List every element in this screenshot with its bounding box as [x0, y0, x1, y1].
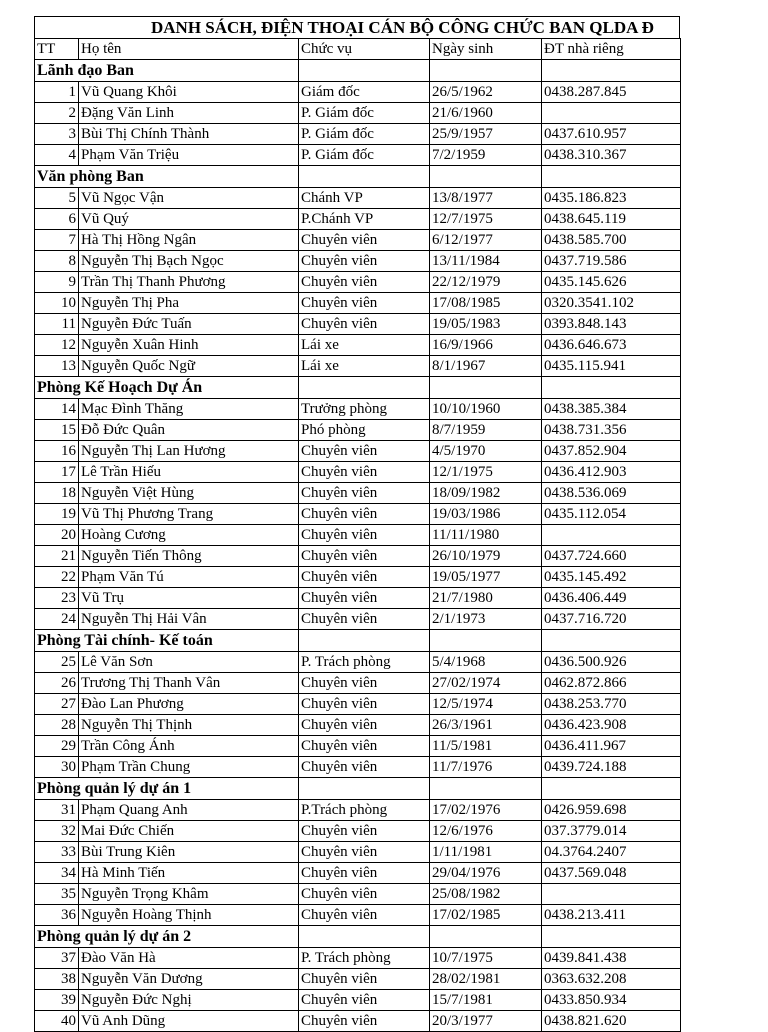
table-row: [35, 145, 681, 166]
row-position: Chuyên viên: [299, 736, 430, 757]
table-row: [35, 821, 681, 842]
row-home-phone: 0436.406.449: [542, 588, 681, 609]
row-birth-date: 17/02/1985: [430, 905, 542, 926]
row-home-phone: 0433.850.934: [542, 990, 681, 1011]
row-index: 26: [35, 673, 79, 694]
row-index: 8: [35, 251, 79, 272]
row-index: 18: [35, 483, 79, 504]
row-position: Phó phòng: [299, 420, 430, 441]
row-home-phone: 0437.724.660: [542, 546, 681, 567]
row-name: Phạm Văn Triệu: [79, 145, 299, 166]
row-position: P.Chánh VP: [299, 209, 430, 230]
group-header-row: [35, 778, 681, 800]
row-birth-date: 26/3/1961: [430, 715, 542, 736]
row-home-phone: 0363.632.208: [542, 969, 681, 990]
header-name: Họ tên: [79, 39, 299, 60]
row-home-phone: 0438.585.700: [542, 230, 681, 251]
table-row: [35, 251, 681, 272]
group-header-row: [35, 166, 681, 188]
row-birth-date: 21/7/1980: [430, 588, 542, 609]
row-home-phone: 0438.253.770: [542, 694, 681, 715]
row-birth-date: 18/09/1982: [430, 483, 542, 504]
row-birth-date: 25/08/1982: [430, 884, 542, 905]
row-index: 27: [35, 694, 79, 715]
row-index: 28: [35, 715, 79, 736]
row-name: Hà Minh Tiến: [79, 863, 299, 884]
table-row: [35, 272, 681, 293]
row-position: Chuyên viên: [299, 757, 430, 778]
row-index: 6: [35, 209, 79, 230]
row-index: 19: [35, 504, 79, 525]
row-birth-date: 26/10/1979: [430, 546, 542, 567]
row-name: Vũ Ngọc Vận: [79, 188, 299, 209]
group-empty-cell: [299, 778, 430, 800]
table-row: [35, 462, 681, 483]
group-empty-cell: [542, 778, 681, 800]
staff-table-body: [35, 39, 681, 1032]
header-home-phone: ĐT nhà riêng: [542, 39, 681, 60]
group-empty-cell: [430, 630, 542, 652]
group-header-row: [35, 630, 681, 652]
row-home-phone: 0439.841.438: [542, 948, 681, 969]
row-home-phone: 0436.423.908: [542, 715, 681, 736]
row-birth-date: 16/9/1966: [430, 335, 542, 356]
row-home-phone: 0438.287.845: [542, 82, 681, 103]
row-name: Hoàng Cương: [79, 525, 299, 546]
row-birth-date: 10/7/1975: [430, 948, 542, 969]
group-header-row: [35, 926, 681, 948]
row-home-phone: 0435.115.941: [542, 356, 681, 377]
row-name: Mạc Đình Thăng: [79, 399, 299, 420]
row-birth-date: 12/5/1974: [430, 694, 542, 715]
row-index: 14: [35, 399, 79, 420]
header-position: Chức vụ: [299, 39, 430, 60]
row-home-phone: 0437.716.720: [542, 609, 681, 630]
row-name: Nguyễn Thị Pha: [79, 293, 299, 314]
row-home-phone: 037.3779.014: [542, 821, 681, 842]
row-position: P. Trách phòng: [299, 652, 430, 673]
row-birth-date: 13/11/1984: [430, 251, 542, 272]
row-index: 32: [35, 821, 79, 842]
row-home-phone: 0437.610.957: [542, 124, 681, 145]
group-name: Văn phòng Ban: [35, 166, 299, 188]
row-position: Chuyên viên: [299, 969, 430, 990]
row-index: 22: [35, 567, 79, 588]
row-name: Nguyễn Việt Hùng: [79, 483, 299, 504]
header-birth-date: Ngày sinh: [430, 39, 542, 60]
row-name: Đặng Văn Linh: [79, 103, 299, 124]
row-home-phone: 0320.3541.102: [542, 293, 681, 314]
table-row: [35, 673, 681, 694]
row-birth-date: 21/6/1960: [430, 103, 542, 124]
row-index: 34: [35, 863, 79, 884]
row-index: 30: [35, 757, 79, 778]
table-row: [35, 504, 681, 525]
group-empty-cell: [299, 166, 430, 188]
row-name: Đào Lan Phương: [79, 694, 299, 715]
table-row: [35, 546, 681, 567]
row-name: Phạm Quang Anh: [79, 800, 299, 821]
row-name: Bùi Trung Kiên: [79, 842, 299, 863]
row-home-phone: 0436.500.926: [542, 652, 681, 673]
table-row: [35, 441, 681, 462]
row-name: Vũ Thị Phương Trang: [79, 504, 299, 525]
row-position: Chánh VP: [299, 188, 430, 209]
row-name: Phạm Trần Chung: [79, 757, 299, 778]
row-home-phone: 0439.724.188: [542, 757, 681, 778]
table-row: [35, 293, 681, 314]
table-row: [35, 694, 681, 715]
row-position: Chuyên viên: [299, 990, 430, 1011]
row-position: P. Giám đốc: [299, 103, 430, 124]
row-home-phone: 0426.959.698: [542, 800, 681, 821]
row-home-phone: 04.3764.2407: [542, 842, 681, 863]
row-position: Chuyên viên: [299, 609, 430, 630]
group-empty-cell: [299, 926, 430, 948]
group-header-row: [35, 377, 681, 399]
group-empty-cell: [430, 166, 542, 188]
row-home-phone: 0438.645.119: [542, 209, 681, 230]
row-position: Chuyên viên: [299, 272, 430, 293]
row-home-phone: 0436.411.967: [542, 736, 681, 757]
table-row: [35, 609, 681, 630]
table-row: [35, 736, 681, 757]
group-header-row: [35, 60, 681, 82]
group-name: Phòng Kế Hoạch Dự Án: [35, 377, 299, 399]
table-row: [35, 82, 681, 103]
row-home-phone: [542, 884, 681, 905]
row-home-phone: 0437.569.048: [542, 863, 681, 884]
row-name: Lê Văn Sơn: [79, 652, 299, 673]
row-index: 40: [35, 1011, 79, 1032]
row-home-phone: 0462.872.866: [542, 673, 681, 694]
row-birth-date: 12/7/1975: [430, 209, 542, 230]
row-home-phone: 0437.852.904: [542, 441, 681, 462]
table-row: [35, 525, 681, 546]
row-birth-date: 11/5/1981: [430, 736, 542, 757]
row-home-phone: 0438.536.069: [542, 483, 681, 504]
table-row: [35, 230, 681, 251]
row-birth-date: 29/04/1976: [430, 863, 542, 884]
row-name: Nguyễn Quốc Ngữ: [79, 356, 299, 377]
row-birth-date: 28/02/1981: [430, 969, 542, 990]
row-birth-date: 11/11/1980: [430, 525, 542, 546]
row-position: Chuyên viên: [299, 863, 430, 884]
group-empty-cell: [542, 60, 681, 82]
row-home-phone: 0435.145.626: [542, 272, 681, 293]
table-row: [35, 567, 681, 588]
table-row: [35, 209, 681, 230]
row-index: 17: [35, 462, 79, 483]
row-index: 2: [35, 103, 79, 124]
row-position: Chuyên viên: [299, 504, 430, 525]
row-birth-date: 2/1/1973: [430, 609, 542, 630]
row-name: Vũ Quý: [79, 209, 299, 230]
row-name: Mai Đức Chiến: [79, 821, 299, 842]
row-position: Lái xe: [299, 335, 430, 356]
row-birth-date: 10/10/1960: [430, 399, 542, 420]
row-position: P.Trách phòng: [299, 800, 430, 821]
table-row: [35, 399, 681, 420]
group-name: Phòng quản lý dự án 1: [35, 778, 299, 800]
staff-directory-sheet: [34, 16, 680, 1032]
row-index: 21: [35, 546, 79, 567]
row-index: 7: [35, 230, 79, 251]
row-index: 16: [35, 441, 79, 462]
table-row: [35, 314, 681, 335]
row-birth-date: 1/11/1981: [430, 842, 542, 863]
table-row: [35, 884, 681, 905]
row-index: 12: [35, 335, 79, 356]
row-position: Giám đốc: [299, 82, 430, 103]
row-position: Chuyên viên: [299, 525, 430, 546]
staff-table: [34, 38, 681, 1032]
table-row: [35, 800, 681, 821]
row-index: 11: [35, 314, 79, 335]
row-home-phone: 0438.385.384: [542, 399, 681, 420]
row-index: 29: [35, 736, 79, 757]
row-index: 23: [35, 588, 79, 609]
row-home-phone: [542, 103, 681, 124]
row-birth-date: 17/02/1976: [430, 800, 542, 821]
group-empty-cell: [299, 377, 430, 399]
group-empty-cell: [430, 60, 542, 82]
row-index: 3: [35, 124, 79, 145]
row-position: Chuyên viên: [299, 588, 430, 609]
row-home-phone: 0438.821.620: [542, 1011, 681, 1032]
row-birth-date: 22/12/1979: [430, 272, 542, 293]
table-row: [35, 863, 681, 884]
row-birth-date: 12/1/1975: [430, 462, 542, 483]
row-name: Trần Công Ánh: [79, 736, 299, 757]
row-name: Nguyễn Thị Thịnh: [79, 715, 299, 736]
row-position: Chuyên viên: [299, 694, 430, 715]
row-name: Nguyễn Thị Bạch Ngọc: [79, 251, 299, 272]
row-name: Vũ Trụ: [79, 588, 299, 609]
table-row: [35, 948, 681, 969]
row-home-phone: 0435.145.492: [542, 567, 681, 588]
row-name: Vũ Quang Khôi: [79, 82, 299, 103]
row-position: Chuyên viên: [299, 314, 430, 335]
row-name: Vũ Anh Dũng: [79, 1011, 299, 1032]
row-position: Chuyên viên: [299, 230, 430, 251]
row-birth-date: 15/7/1981: [430, 990, 542, 1011]
row-home-phone: 0437.719.586: [542, 251, 681, 272]
row-position: Chuyên viên: [299, 546, 430, 567]
row-position: Chuyên viên: [299, 462, 430, 483]
row-home-phone: 0438.731.356: [542, 420, 681, 441]
row-position: Chuyên viên: [299, 673, 430, 694]
table-row: [35, 652, 681, 673]
row-birth-date: 5/4/1968: [430, 652, 542, 673]
row-birth-date: 8/7/1959: [430, 420, 542, 441]
row-position: Chuyên viên: [299, 293, 430, 314]
row-birth-date: 19/05/1977: [430, 567, 542, 588]
row-index: 36: [35, 905, 79, 926]
row-name: Nguyễn Thị Hải Vân: [79, 609, 299, 630]
header-row: [35, 39, 681, 60]
row-position: Chuyên viên: [299, 715, 430, 736]
group-name: Lãnh đạo Ban: [35, 60, 299, 82]
row-birth-date: 6/12/1977: [430, 230, 542, 251]
row-birth-date: 17/08/1985: [430, 293, 542, 314]
row-index: 10: [35, 293, 79, 314]
row-home-phone: 0438.310.367: [542, 145, 681, 166]
group-empty-cell: [430, 377, 542, 399]
row-name: Đào Văn Hà: [79, 948, 299, 969]
row-index: 37: [35, 948, 79, 969]
table-row: [35, 420, 681, 441]
row-index: 33: [35, 842, 79, 863]
row-name: Đỗ Đức Quân: [79, 420, 299, 441]
row-name: Nguyễn Thị Lan Hương: [79, 441, 299, 462]
row-position: Trưởng phòng: [299, 399, 430, 420]
row-position: P. Trách phòng: [299, 948, 430, 969]
row-position: P. Giám đốc: [299, 124, 430, 145]
row-index: 15: [35, 420, 79, 441]
row-birth-date: 19/03/1986: [430, 504, 542, 525]
row-name: Trần Thị Thanh Phương: [79, 272, 299, 293]
group-empty-cell: [299, 630, 430, 652]
row-birth-date: 19/05/1983: [430, 314, 542, 335]
row-position: Chuyên viên: [299, 842, 430, 863]
row-index: 5: [35, 188, 79, 209]
row-position: Chuyên viên: [299, 1011, 430, 1032]
row-position: P. Giám đốc: [299, 145, 430, 166]
row-index: 4: [35, 145, 79, 166]
table-row: [35, 483, 681, 504]
row-index: 1: [35, 82, 79, 103]
row-name: Nguyễn Đức Tuấn: [79, 314, 299, 335]
row-home-phone: 0436.646.673: [542, 335, 681, 356]
row-name: Nguyễn Văn Dương: [79, 969, 299, 990]
row-name: Nguyễn Xuân Hinh: [79, 335, 299, 356]
row-birth-date: 7/2/1959: [430, 145, 542, 166]
row-name: Phạm Văn Tú: [79, 567, 299, 588]
row-index: 31: [35, 800, 79, 821]
table-row: [35, 103, 681, 124]
row-position: Chuyên viên: [299, 884, 430, 905]
row-home-phone: 0393.848.143: [542, 314, 681, 335]
row-home-phone: 0435.186.823: [542, 188, 681, 209]
group-name: Phòng Tài chính- Kế toán: [35, 630, 299, 652]
row-birth-date: 12/6/1976: [430, 821, 542, 842]
row-index: 24: [35, 609, 79, 630]
group-empty-cell: [430, 778, 542, 800]
row-position: Chuyên viên: [299, 251, 430, 272]
row-index: 38: [35, 969, 79, 990]
table-row: [35, 842, 681, 863]
table-row: [35, 990, 681, 1011]
row-home-phone: [542, 525, 681, 546]
row-name: Lê Trần Hiếu: [79, 462, 299, 483]
row-name: Trương Thị Thanh Vân: [79, 673, 299, 694]
group-name: Phòng quản lý dự án 2: [35, 926, 299, 948]
table-row: [35, 188, 681, 209]
table-row: [35, 757, 681, 778]
row-name: Nguyễn Trọng Khâm: [79, 884, 299, 905]
row-position: Chuyên viên: [299, 905, 430, 926]
row-birth-date: 4/5/1970: [430, 441, 542, 462]
row-birth-date: 25/9/1957: [430, 124, 542, 145]
row-home-phone: 0436.412.903: [542, 462, 681, 483]
row-position: Lái xe: [299, 356, 430, 377]
row-birth-date: 26/5/1962: [430, 82, 542, 103]
row-name: Bùi Thị Chính Thành: [79, 124, 299, 145]
group-empty-cell: [542, 926, 681, 948]
table-row: [35, 588, 681, 609]
row-birth-date: 8/1/1967: [430, 356, 542, 377]
row-birth-date: 27/02/1974: [430, 673, 542, 694]
row-index: 39: [35, 990, 79, 1011]
group-empty-cell: [542, 377, 681, 399]
table-row: [35, 905, 681, 926]
group-empty-cell: [430, 926, 542, 948]
table-row: [35, 715, 681, 736]
row-birth-date: 20/3/1977: [430, 1011, 542, 1032]
group-empty-cell: [542, 166, 681, 188]
row-index: 13: [35, 356, 79, 377]
row-name: Hà Thị Hồng Ngân: [79, 230, 299, 251]
group-empty-cell: [542, 630, 681, 652]
row-position: Chuyên viên: [299, 567, 430, 588]
table-row: [35, 969, 681, 990]
row-name: Nguyễn Tiến Thông: [79, 546, 299, 567]
row-name: Nguyễn Hoàng Thịnh: [79, 905, 299, 926]
table-row: [35, 335, 681, 356]
row-position: Chuyên viên: [299, 483, 430, 504]
header-index: TT: [35, 39, 79, 60]
row-index: 25: [35, 652, 79, 673]
row-name: Nguyễn Đức Nghị: [79, 990, 299, 1011]
row-home-phone: 0435.112.054: [542, 504, 681, 525]
row-position: Chuyên viên: [299, 821, 430, 842]
row-birth-date: 13/8/1977: [430, 188, 542, 209]
row-position: Chuyên viên: [299, 441, 430, 462]
row-index: 9: [35, 272, 79, 293]
document-title: DANH SÁCH, ĐIỆN THOẠI CÁN BỘ CÔNG CHỨC BAN QLDA Đ: [34, 16, 680, 38]
row-birth-date: 11/7/1976: [430, 757, 542, 778]
row-home-phone: 0438.213.411: [542, 905, 681, 926]
table-row: [35, 1011, 681, 1032]
group-empty-cell: [299, 60, 430, 82]
table-row: [35, 356, 681, 377]
row-index: 20: [35, 525, 79, 546]
table-row: [35, 124, 681, 145]
row-index: 35: [35, 884, 79, 905]
